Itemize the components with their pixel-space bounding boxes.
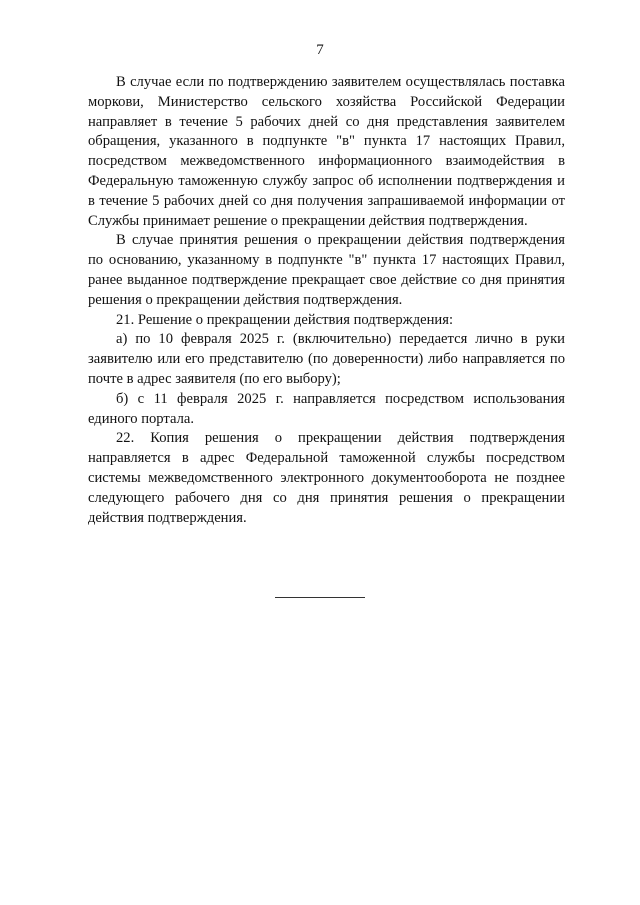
clause-21-item-a: а) по 10 февраля 2025 г. (включительно) передается лично в руки заявителю или его представителю (по доверенности) либо направляется по почте в адрес заявителя (по его выбору); — [88, 331, 565, 387]
page-number: 7 — [316, 42, 324, 58]
paragraph-termination-effect: В случае принятия решения о прекращении действия подтверждения по основанию, указанному в подпункте "в" пункта 17 настоящих Правил, ранее выданное подтверждение прекращает свое действие со дня принятия решения о прекращении действия подтверждения. — [88, 232, 565, 308]
closing-rule — [275, 597, 365, 598]
paragraph-carrot-supply: В случае если по подтверждению заявителем осуществлялась поставка моркови, Министерство сельского хозяйства Российской Федерации направляет в течение 5 рабочих дней со дня представления заявителем обращения, указанного в подпункте "в" пункта 17 настоящих Правил, посредством межведомственного информационного взаимодействия в Федеральную таможенную службу запрос об исполнении подтверждения и в течение 5 рабочих дней со дня получения запрашиваемой информации от Службы принимает решение о прекращении действия подтверждения. — [88, 74, 565, 229]
document-body — [88, 73, 565, 528]
clause-21-item-b: б) с 11 февраля 2025 г. направляется посредством использования единого портала. — [88, 390, 565, 427]
clause-22: 22. Копия решения о прекращении действия подтверждения направляется в адрес Федеральной таможенной службы посредством системы межведомственного электронного документооборота не позднее следующего рабочего дня со дня принятия решения о прекращении действия подтверждения. — [88, 430, 565, 526]
clause-21-heading: 21. Решение о прекращении действия подтверждения: — [116, 311, 454, 328]
